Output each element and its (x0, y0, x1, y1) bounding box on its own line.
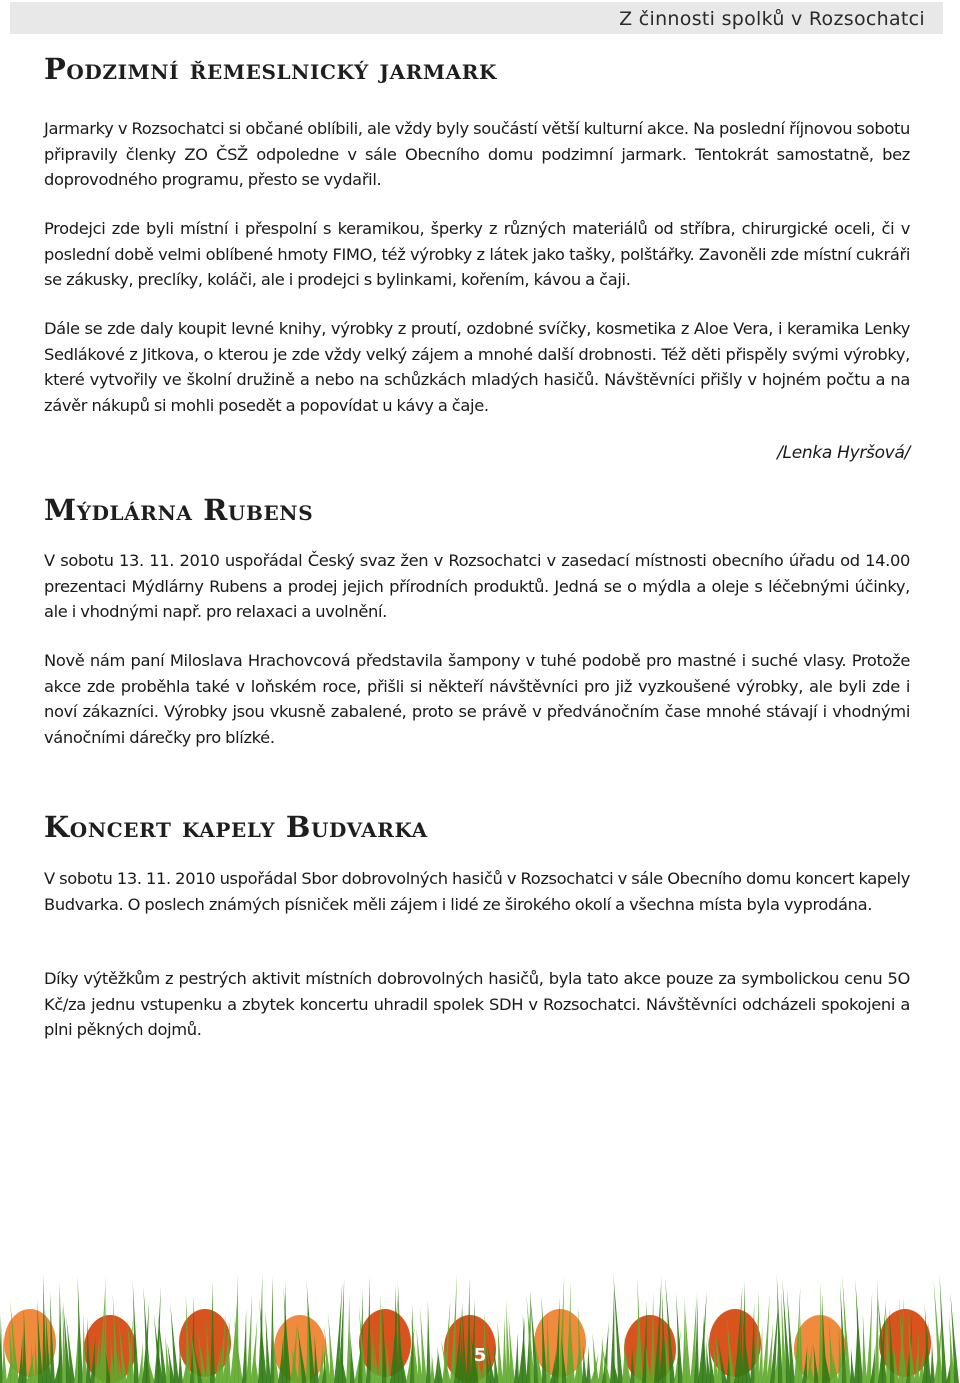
grass-blade (78, 1277, 83, 1383)
grass-blade (426, 1300, 431, 1383)
section-header-title: Z činnosti spolků v Rozsochatci (619, 8, 925, 30)
author-signature: /Lenka Hyršová/ (777, 443, 910, 463)
article-title-koncert: Koncert kapely Budvarka (44, 810, 428, 844)
page-number: 5 (473, 1345, 487, 1366)
grass-blade (133, 1281, 139, 1383)
article-paragraph: V sobotu 13. 11. 2010 uspořádal Sbor dobrovolných hasičů v Rozsochatci v sále Obecního domu koncert kapely Budvarka. O poslech známých písniček měli zájem i lidé ze širokého okolí a všechna místa byla vyprodána. (44, 869, 910, 914)
article-paragraph: Prodejci zde byli místní i přespolní s keramikou, šperky z různých materiálů od stříbra, chirurgické oceli, či v poslední době velmi oblíbené hmoty FIMO, též výrobky z látek jako tašky, polštářky. Zavoněli zde místní cukráři se zákusky, preclíky, koláči, ale i prodejci s bylinkami, kořením, kávou a čaji. (44, 219, 910, 290)
grass-blade (246, 1293, 252, 1383)
article-paragraph: Dále se zde daly koupit levné knihy, výrobky z proutí, ozdobné svíčky, kosmetika z Aloe Vera, i keramika Lenky Sedlákové z Jitkova, o kterou je zde vždy velký zájem a mnohé další drobnosti. Též děti přispěly svými výrobky, které vytvořily ve školní družině a nebo na schůzkách mladých hasičů. Návštěvníci přišly v hojném počtu a na závěr nákupů si mohli posedět a popovídat u kávy a čaje. (44, 319, 910, 415)
article-paragraph: Díky výtěžkům z pestrých aktivit místních dobrovolných hasičů, byla tato akce pouze za symbolickou cenu 5O Kč/za jednu vstupenku a zbytek koncertu uhradil spolek SDH v Rozsochatci. Návštěvníci odcházeli spokojeni a plni pěkných dojmů. (44, 969, 910, 1040)
article-title-mydlarna: Mýdlárna Rubens (44, 493, 314, 527)
article-paragraph: Jarmarky v Rozsochatci si občané oblíbili, ale vždy byly součástí větší kulturní akce. Na poslední říjnovou sobotu připravily členky ZO ČSŽ odpoledne v sále Obecního domu podzimní jarmark. Tentokrát samostatně, bez doprovodného programu, přesto se vydařil. (44, 119, 910, 190)
article-title-jarmark: Podzimní řemeslnický jarmark (44, 52, 497, 86)
grass-blade (866, 1292, 872, 1383)
article-paragraph: Nově nám paní Miloslava Hrachovcová představila šampony v tuhé podobě pro mastné i suché vlasy. Protože akce zde proběhla také v loňském roce, přišli si někteří návštěvníci pro již vyzkoušené výrobky, ale byli zde i noví zákazníci. Výrobky jsou vkusně zabalené, proto se právě v předvánočním čase mnohé stávají i vhodnými vánočními dárečky pro blízké. (44, 651, 910, 747)
grass-blade (58, 1282, 63, 1383)
article-paragraph: V sobotu 13. 11. 2010 uspořádal Český svaz žen v Rozsochatci v zasedací místnosti obecního úřadu od 14.00 prezentaci Mýdlárny Rubens a prodej jejich přírodních produktů. Jedná se o mýdla a oleje s léčebnými účinky, ale i vhodnými např. pro relaxaci a uvolnění. (44, 551, 910, 622)
section-header-bar (10, 2, 943, 34)
